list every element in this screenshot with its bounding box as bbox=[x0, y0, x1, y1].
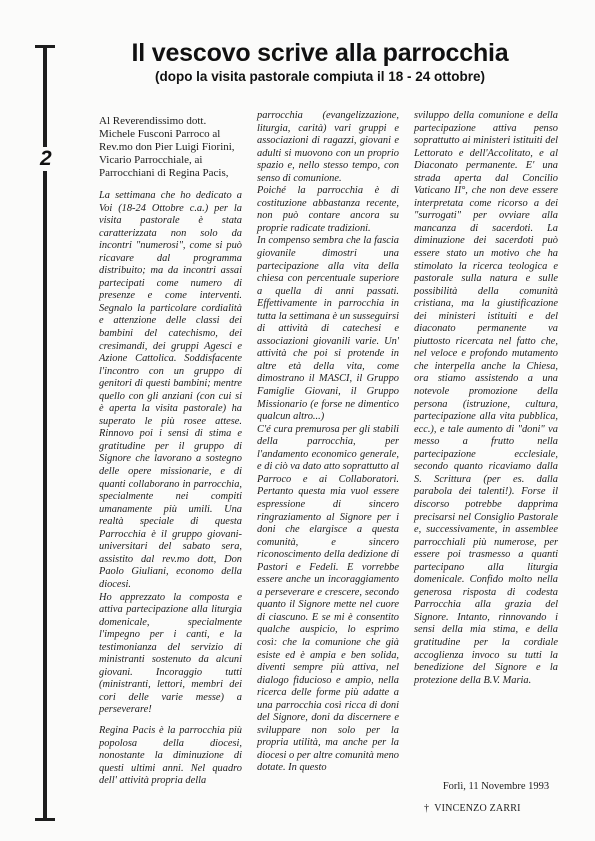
signature-block bbox=[414, 780, 558, 815]
article-title: Il vescovo scrive alla parrocchia bbox=[131, 39, 509, 67]
text-column-1 bbox=[99, 115, 242, 788]
signatory-name: VINCENZO ZARRI bbox=[434, 803, 521, 814]
paragraph: sviluppo della comunione e della partecipazione attiva penso soprattutto ai ministeri istituiti del Lettorato e dell'Accolitato, e al Diaconato permanente. E' una strada aperta dal Concilio Vaticano II°, che non deve essere interpretata come ricorso a dei "surrogati" per ovviare alla mancanza di sacerdoti. La diminuzione dei sacerdoti può essere stato un motivo che ha stimolato la ricerca teologica e pastorale sulla natura e sulle possibilità della comunità cristiana, ma la giustificazione dei ministeri istituiti e del diaconato permanente va piuttosto ricercata nel fatto che, nel veloce e profondo mutamento che interpella anche la Chiesa, ora stiamo assistendo a una notevole promozione della persona (istruzione, cultura, partecipazione alla vita pubblica, ecc.), e tale aumento di "doni" va messo a frutto nella partecipazione ecclesiale, secondo quanto ricaviamo dalla S. Scrittura (per es. dalla parabola dei talenti!). Forse il discorso potrebbe dapprima precisarsi nel Consiglio Pastorale e, successivamente, in assemblee parrocchiali più numerose, per essere poi trasmesso a quanti partecipano alla liturgia domenicale. Confido molto nella generosa risposta di codesta Parrocchia alla grazia del Signore. Intanto, rinnovando i sensi della mia stima, e della gratitudine per la cordiale accoglienza invoco su tutti la benedizione del Signore e la protezione della B.V. Maria. bbox=[414, 110, 558, 686]
margin-rule-top-cap bbox=[35, 45, 55, 48]
paragraph: C'é cura premurosa per gli stabili della parrocchia, per l'andamento economico generale, e di ciò va dato atto soprattutto al Parroco e ai Collaboratori. Pertanto questa mia vuol essere espressione di sincero ringraziamento al Signore per i doni che elargisce a questa comunità, e sincero riconoscimento della dedizione di Pastori e Fedeli. E vorrebbe essere anche un incoraggiamento a perseverare e crescere, secondo quanto il Signore mette nel cuore di ciascuno. E se mi è consentito qualche auspicio, lo esprimo così: che la comunione che già esiste ed è ampia e ben solida, diventi sempre più attiva, nel dialogo fiducioso e ampio, nella ricerca delle forme più adatte a una parrocchia così ricca di doni del Signore, doni da discernere e sviluppare non solo per la propria utilità, ma anche per la diocesi o per altre comunità meno dotate. In questo bbox=[257, 423, 399, 774]
paragraph-gap bbox=[99, 717, 242, 725]
paragraph: parrocchia (evangelizzazione, liturgia, carità) vari gruppi e associazioni di ragazzi, giovani e adulti si muovono con un proprio spazio e, nello stesso tempo, con senso di comunione. bbox=[257, 110, 399, 184]
salutation: Al Reverendissimo dott. Michele Fusconi Parroco al Rev.mo don Pier Luigi Fiorini, Vicario Parrocchiale, ai Parrocchiani di Regina Pacis, bbox=[99, 115, 235, 179]
signature-name-line bbox=[424, 802, 558, 815]
text-column-3 bbox=[414, 110, 558, 687]
margin-rule-bottom-cap bbox=[35, 818, 55, 821]
article-subtitle: (dopo la visita pastorale compiuta il 18 - 24 ottobre) bbox=[154, 69, 486, 84]
place-date: Forlì, 11 Novembre 1993 bbox=[442, 781, 550, 792]
text-column-2 bbox=[257, 110, 399, 775]
paragraph: In compenso sembra che la fascia giovanile dimostri una partecipazione alla vita della chiesa con percentuale superiore a quella di anni passati. Effettivamente in parrocchia in tutta la settimana è un susseguirsi di attività di catechesi e associazioni giovanili varie. Un' attività che poi si protende in altre età della vita, come dimostrano il MASCI, il Gruppo Famiglie Giovani, il Gruppo Missionario (e forse ne dimentico qualcun altro...) bbox=[257, 235, 399, 423]
paragraph: Poiché la parrocchia è di costituzione abbastanza recente, non può contare ancora su proprie radicate tradizioni. bbox=[257, 185, 399, 234]
paragraph: Ho apprezzato la composta e attiva partecipazione alla liturgia domenicale, specialmente l'impegno per i canti, e la testimonianza del servizio di ministranti sostenuto da alcuni giovani. Incoraggio tutti (ministranti, lettori, membri dei cori delle varie messe) a perseverare! bbox=[99, 591, 242, 716]
cross-icon: † bbox=[424, 803, 430, 814]
paragraph: Regina Pacis è la parrocchia più popolosa della diocesi, nonostante la diminuzione di questi ultimi anni. Nel quadro dell' attività propria della bbox=[99, 724, 242, 787]
paragraph: La settimana che ho dedicato a Voi (18-24 Ottobre c.a.) per la visita pastorale è stata caratterizzata non solo da incontri "numerosi", come si può ricavare dal programma distribuito; ma da incontri assai partecipati come numero di presenze e come interventi. Segnalo la particolare cordialità e attenzione delle classi dei bambini del catechismo, dei cresimandi, dei gruppi Agesci e Azione Cattolica. Soddisfacente l'incontro con un gruppo di genitori di questi bambini; mentre quello con gli anziani (con cui si è aperta la visita pastorale) ha superato le più rosee attese. Rinnovo poi i sensi di stima e gratitudine per il gruppo di Signore che lavorano a sostegno delle opere missionarie, e di quanti collaborano in parrocchia, specialmente nei compiti umanamente più umili. Una realtà speciale di questa Parrocchia è il gruppo giovani-universitari del sabato sera, assistito dal rev.mo dott, Don Paolo Giuliani, economo della diocesi. bbox=[99, 190, 242, 590]
page-number: 2 bbox=[40, 147, 52, 170]
